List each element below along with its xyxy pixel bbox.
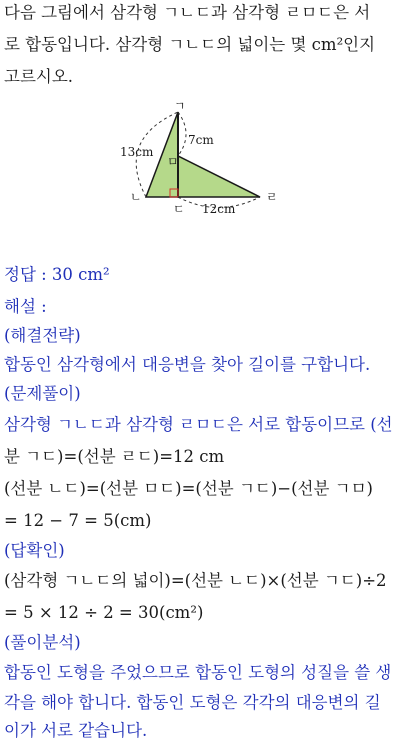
vertex-left-label: ㄴ [130,190,142,204]
length-7cm-label: 7cm [188,133,214,147]
answer-label: 정답 : 30 cm² [4,265,110,284]
arc-7cm [178,112,186,156]
explanation-line-5: 삼각형 ㄱㄴㄷ과 삼각형 ㄹㅁㄷ은 서로 합동이므로 (선 [4,415,393,434]
explanation-line-14: 각을 해야 합니다. 합동인 도형은 각각의 대응변의 길 [4,693,381,712]
explanation-line-9: (답확인) [4,541,65,560]
explanation-line-8: = 12 − 7 = 5(cm) [4,511,152,530]
explanation-line-7: (선분 ㄴㄷ)=(선분 ㅁㄷ)=(선분 ㄱㄷ)−(선분 ㄱㅁ) [4,479,373,498]
triangle-dec [178,156,260,197]
length-12cm-label: 12cm [202,202,236,216]
explanation-line-10: (삼각형 ㄱㄴㄷ의 넓이)=(선분 ㄴㄷ)×(선분 ㄱㄷ)÷2 [4,571,387,590]
explanation-line-1: 해설 : [4,297,47,316]
explanation-line-12: (풀이분석) [4,633,81,652]
vertex-right-label: ㄹ [266,190,278,204]
explanation-line-4: (문제풀이) [4,384,81,403]
explanation-line-11: = 5 × 12 ÷ 2 = 30(cm²) [4,603,204,622]
vertex-bottom-label: ㄷ [173,202,185,216]
vertex-mid-label: ㅁ [167,155,179,169]
question-line-1: 다음 그림에서 삼각형 ㄱㄴㄷ과 삼각형 ㄹㅁㄷ은 서 [4,3,371,22]
explanation-line-13: 합동인 도형을 주었으므로 합동인 도형의 성질을 쓸 생 [4,663,392,682]
explanation-line-2: (해결전략) [4,326,81,345]
vertex-top-label: ㄱ [174,100,186,113]
question-line-3: 고르시오. [4,67,74,86]
explanation-line-6: 분 ㄱㄷ)=(선분 ㄹㄷ)=12 cm [4,447,225,466]
explanation-line-3: 합동인 삼각형에서 대응변을 찾아 길이를 구합니다. [4,355,371,374]
length-13cm-label: 13cm [120,145,154,159]
triangle-figure [112,100,288,220]
question-line-2: 로 합동입니다. 삼각형 ㄱㄴㄷ의 넓이는 몇 cm²인지 [4,35,376,54]
explanation-line-15: 이가 서로 같습니다. [4,721,148,740]
